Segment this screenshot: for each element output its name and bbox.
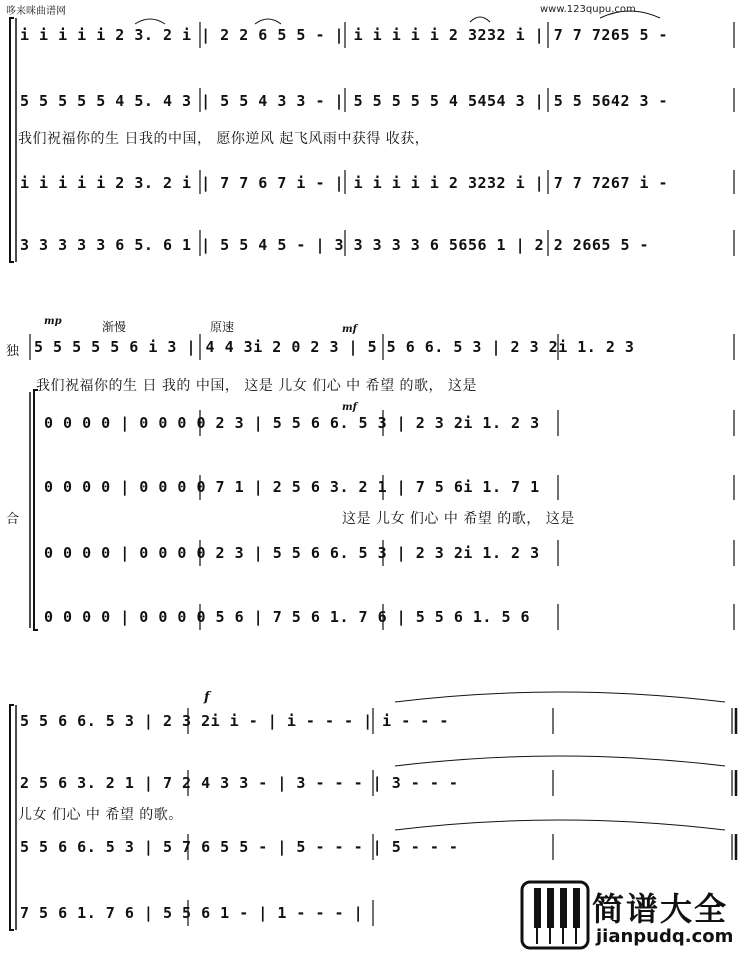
system3-part-1: 5 5 6 6. 5 3 | 2 3 2i i - | i - - - | i - - - <box>20 712 449 730</box>
chorus-part-3: 0 0 0 0 | 0 0 0 0 2 3 | 5 5 6 6. 5 3 | 2 3 2i 1. 2 3 <box>44 544 540 562</box>
chorus-part-1: 0 0 0 0 | 0 0 0 0 2 3 | 5 5 6 6. 5 3 | 2 3 2i 1. 2 3 <box>44 414 540 432</box>
system3-part-4: 7 5 6 1. 7 6 | 5 5 6 1 - | 1 - - - | <box>20 904 364 922</box>
watermark-logo[interactable] <box>516 876 740 953</box>
solo-label: 独 <box>6 344 20 359</box>
dynamic-mf-solo: mf <box>342 324 357 335</box>
chorus-part-4: 0 0 0 0 | 0 0 0 0 5 6 | 7 5 6 1. 7 6 | 5 5 6 1. 5 6 <box>44 608 531 626</box>
tempo-slowing: 渐慢 <box>102 320 127 334</box>
system3-part-2: 2 5 6 3. 2 1 | 7 2 4 3 3 - | 3 - - - | 3 - - - <box>20 774 459 792</box>
chorus-label: 合 <box>6 512 20 527</box>
system1-lyrics: 我们祝福你的生 日我的中国， 愿你逆风 起飞风雨中获得 收获， <box>18 131 430 147</box>
watermark-url[interactable]: jianpudq.com <box>596 926 734 947</box>
dynamic-mf-chorus: mf <box>342 402 357 413</box>
system1-part-3: i i i i i 2 3. 2 i | 7 7 6 7 i - | i i i i i 2 3232 i | 7 7 7267 i - <box>20 174 669 192</box>
watermark-title: 简谱大全 <box>592 890 729 928</box>
solo-part: 5 5 5 5 5 6 i 3 | 4 4 3i 2 0 2 3 | 5 5 6 6. 5 3 | 2 3 2i 1. 2 3 <box>34 338 635 356</box>
site-name-left: 哆来咪曲谱网 <box>6 6 66 17</box>
system1-part-4: 3 3 3 3 3 6 5. 6 1 | 5 5 4 5 - | 3 3 3 3 3 6 5656 1 | 2 2 2665 5 - <box>20 236 650 254</box>
dynamic-f: f <box>204 690 210 705</box>
chorus-part-2: 0 0 0 0 | 0 0 0 0 7 1 | 2 5 6 3. 2 1 | 7 5 6i 1. 7 1 <box>44 478 540 496</box>
tempo-original: 原速 <box>210 320 235 334</box>
dynamic-mp: mp <box>44 316 62 327</box>
system3-lyrics: 儿女 们心 中 希望 的歌。 <box>18 807 183 823</box>
solo-lyrics: 我们祝福你的生 日 我的 中国， 这是 儿女 们心 中 希望 的歌， 这是 <box>36 378 478 394</box>
chorus-lyrics: 这是 儿女 们心 中 希望 的歌， 这是 <box>342 511 575 527</box>
system1-part-1: i i i i i 2 3. 2 i | 2 2 6 5 5 - | i i i i i 2 3232 i | 7 7 7265 5 - <box>20 26 669 44</box>
piano-keys-icon <box>520 880 590 950</box>
system3-part-3: 5 5 6 6. 5 3 | 5 7 6 5 5 - | 5 - - - | 5 - - - <box>20 838 459 856</box>
site-url-right[interactable]: www.123qupu.com <box>540 4 636 15</box>
system1-part-2: 5 5 5 5 5 4 5. 4 3 | 5 5 4 3 3 - | 5 5 5 5 5 4 5454 3 | 5 5 5642 3 - <box>20 92 669 110</box>
